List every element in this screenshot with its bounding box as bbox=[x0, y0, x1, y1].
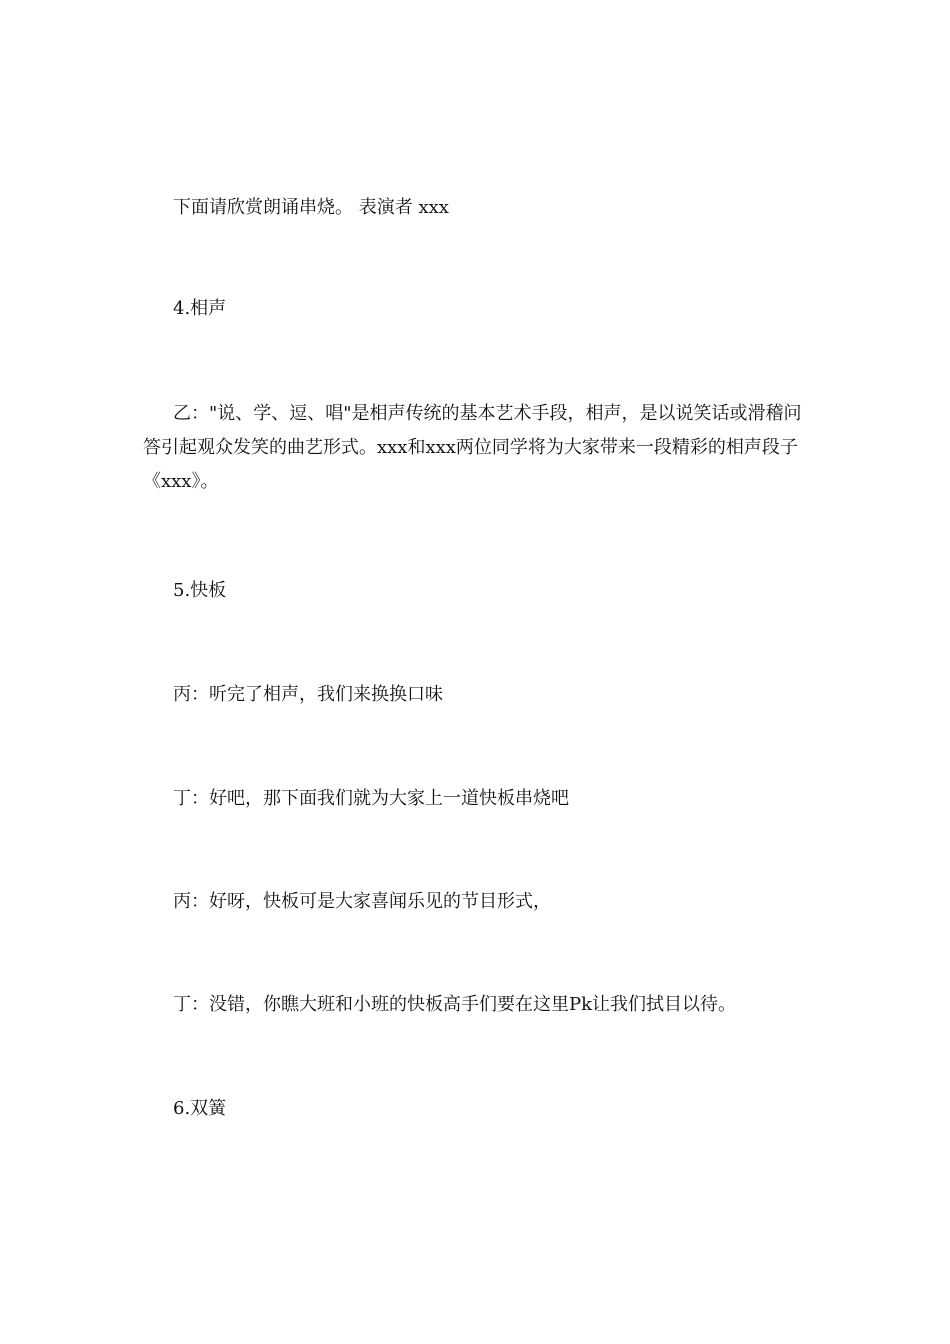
paragraph-crosstalk-intro: 乙："说、学、逗、唱"是相声传统的基本艺术手段，相声，是以说笑话或滑稽问答引起观众发笑的曲艺形式。xxx和xxx两位同学将为大家带来一段精彩的相声段子《xxx》。 bbox=[143, 403, 802, 492]
section-heading-shuanghuang: 6.双簧 bbox=[173, 1098, 227, 1119]
paragraph-dialogue-ding-2: 丁：没错，你瞧大班和小班的快板高手们要在这里Pk让我们拭目以待。 bbox=[173, 994, 737, 1015]
section-heading-kuaiban: 5.快板 bbox=[173, 580, 227, 601]
paragraph-recitation-intro: 下面请欣赏朗诵串烧。 表演者 xxx bbox=[173, 197, 449, 218]
paragraph-dialogue-ding-1: 丁：好吧，那下面我们就为大家上一道快板串烧吧 bbox=[173, 788, 569, 809]
section-heading-crosstalk: 4.相声 bbox=[173, 298, 227, 319]
paragraph-dialogue-bing-1: 丙：听完了相声，我们来换换口味 bbox=[173, 684, 443, 705]
paragraph-dialogue-bing-2: 丙：好呀，快板可是大家喜闻乐见的节目形式， bbox=[173, 891, 551, 912]
